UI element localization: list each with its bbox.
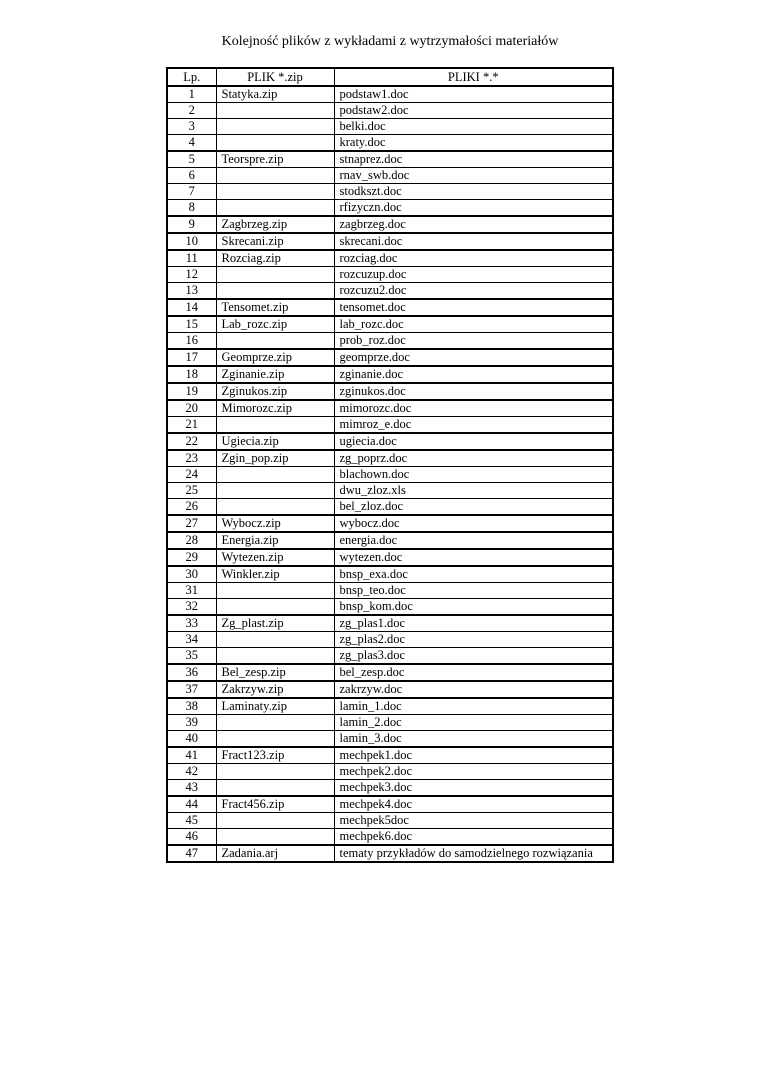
row-number: 32	[167, 599, 216, 616]
table-row	[167, 168, 613, 184]
row-zip-file: Lab_rozc.zip	[216, 316, 334, 333]
row-zip-file	[216, 648, 334, 665]
row-number: 25	[167, 483, 216, 499]
row-number: 34	[167, 632, 216, 648]
table-row	[167, 483, 613, 499]
row-zip-file: Zakrzyw.zip	[216, 681, 334, 698]
row-number: 30	[167, 566, 216, 583]
row-number: 10	[167, 233, 216, 250]
table-row	[167, 632, 613, 648]
row-file: belki.doc	[334, 119, 613, 135]
row-zip-file: Zginanie.zip	[216, 366, 334, 383]
row-zip-file: Statyka.zip	[216, 86, 334, 103]
row-zip-file	[216, 283, 334, 300]
row-file: rnav_swb.doc	[334, 168, 613, 184]
table-row	[167, 233, 613, 250]
row-zip-file: Geomprze.zip	[216, 349, 334, 366]
table-row	[167, 845, 613, 862]
row-zip-file: Teorspre.zip	[216, 151, 334, 168]
row-number: 33	[167, 615, 216, 632]
row-zip-file	[216, 764, 334, 780]
row-file: podstaw1.doc	[334, 86, 613, 103]
row-file: podstaw2.doc	[334, 103, 613, 119]
row-number: 26	[167, 499, 216, 516]
row-number: 18	[167, 366, 216, 383]
row-file: energia.doc	[334, 532, 613, 549]
row-file: zginanie.doc	[334, 366, 613, 383]
table-row	[167, 467, 613, 483]
table-row	[167, 119, 613, 135]
row-number: 7	[167, 184, 216, 200]
row-number: 3	[167, 119, 216, 135]
table-row	[167, 566, 613, 583]
row-zip-file: Mimorozc.zip	[216, 400, 334, 417]
row-zip-file: Wytezen.zip	[216, 549, 334, 566]
row-number: 39	[167, 715, 216, 731]
row-number: 35	[167, 648, 216, 665]
row-file: bnsp_kom.doc	[334, 599, 613, 616]
row-zip-file	[216, 499, 334, 516]
table-row	[167, 549, 613, 566]
row-number: 38	[167, 698, 216, 715]
row-zip-file: Zginukos.zip	[216, 383, 334, 400]
row-file: lamin_3.doc	[334, 731, 613, 748]
row-file: tensomet.doc	[334, 299, 613, 316]
row-zip-file	[216, 417, 334, 434]
row-zip-file	[216, 780, 334, 797]
table-row	[167, 450, 613, 467]
row-zip-file: Fract123.zip	[216, 747, 334, 764]
row-file: rfizyczn.doc	[334, 200, 613, 217]
row-number: 15	[167, 316, 216, 333]
row-file: tematy przykładów do samodzielnego rozwiązania	[334, 845, 613, 862]
row-zip-file	[216, 813, 334, 829]
table-row	[167, 283, 613, 300]
table-row	[167, 366, 613, 383]
row-zip-file: Zg_plast.zip	[216, 615, 334, 632]
row-file: rozcuzup.doc	[334, 267, 613, 283]
row-file: bnsp_teo.doc	[334, 583, 613, 599]
row-file: mechpek2.doc	[334, 764, 613, 780]
row-zip-file: Zagbrzeg.zip	[216, 216, 334, 233]
row-zip-file: Tensomet.zip	[216, 299, 334, 316]
row-number: 46	[167, 829, 216, 846]
row-number: 40	[167, 731, 216, 748]
row-number: 22	[167, 433, 216, 450]
table-row	[167, 349, 613, 366]
row-number: 8	[167, 200, 216, 217]
table-row	[167, 103, 613, 119]
row-file: blachown.doc	[334, 467, 613, 483]
row-zip-file	[216, 599, 334, 616]
row-number: 27	[167, 515, 216, 532]
table-row	[167, 135, 613, 152]
row-file: zginukos.doc	[334, 383, 613, 400]
row-number: 47	[167, 845, 216, 862]
table-row	[167, 499, 613, 516]
table-row	[167, 250, 613, 267]
table-row	[167, 216, 613, 233]
row-zip-file	[216, 168, 334, 184]
table-row	[167, 599, 613, 616]
row-zip-file: Rozciag.zip	[216, 250, 334, 267]
row-number: 28	[167, 532, 216, 549]
table-row	[167, 383, 613, 400]
row-file: zg_plas2.doc	[334, 632, 613, 648]
row-number: 12	[167, 267, 216, 283]
table-row	[167, 267, 613, 283]
row-number: 20	[167, 400, 216, 417]
row-zip-file: Fract456.zip	[216, 796, 334, 813]
row-number: 31	[167, 583, 216, 599]
row-file: lamin_2.doc	[334, 715, 613, 731]
table-row	[167, 731, 613, 748]
row-file: mechpek4.doc	[334, 796, 613, 813]
row-file: zg_plas1.doc	[334, 615, 613, 632]
row-number: 2	[167, 103, 216, 119]
row-zip-file	[216, 184, 334, 200]
row-file: lab_rozc.doc	[334, 316, 613, 333]
row-file: rozcuzu2.doc	[334, 283, 613, 300]
row-number: 41	[167, 747, 216, 764]
table-row	[167, 86, 613, 103]
row-zip-file	[216, 119, 334, 135]
row-file: mechpek6.doc	[334, 829, 613, 846]
row-file: lamin_1.doc	[334, 698, 613, 715]
row-file: zg_poprz.doc	[334, 450, 613, 467]
table-row	[167, 316, 613, 333]
row-zip-file: Laminaty.zip	[216, 698, 334, 715]
row-number: 17	[167, 349, 216, 366]
row-number: 37	[167, 681, 216, 698]
table-row	[167, 829, 613, 846]
row-number: 11	[167, 250, 216, 267]
row-number: 5	[167, 151, 216, 168]
table-header-row	[167, 68, 613, 86]
row-number: 13	[167, 283, 216, 300]
row-number: 44	[167, 796, 216, 813]
row-zip-file	[216, 103, 334, 119]
table-row	[167, 184, 613, 200]
row-zip-file	[216, 632, 334, 648]
row-zip-file	[216, 829, 334, 846]
row-zip-file: Zadania.arj	[216, 845, 334, 862]
row-number: 43	[167, 780, 216, 797]
table-row	[167, 151, 613, 168]
row-file: wybocz.doc	[334, 515, 613, 532]
row-number: 9	[167, 216, 216, 233]
row-number: 45	[167, 813, 216, 829]
row-zip-file: Skrecani.zip	[216, 233, 334, 250]
row-number: 14	[167, 299, 216, 316]
table-row	[167, 200, 613, 217]
row-file: ugiecia.doc	[334, 433, 613, 450]
row-zip-file	[216, 583, 334, 599]
table-row	[167, 715, 613, 731]
header-files: PLIKI *.*	[334, 68, 613, 86]
table-row	[167, 532, 613, 549]
row-zip-file: Energia.zip	[216, 532, 334, 549]
table-row	[167, 400, 613, 417]
row-zip-file	[216, 715, 334, 731]
table-row	[167, 681, 613, 698]
row-file: stnaprez.doc	[334, 151, 613, 168]
table-row	[167, 796, 613, 813]
row-number: 1	[167, 86, 216, 103]
row-zip-file	[216, 200, 334, 217]
row-file: mechpek3.doc	[334, 780, 613, 797]
row-file: zagbrzeg.doc	[334, 216, 613, 233]
table-row	[167, 648, 613, 665]
row-number: 4	[167, 135, 216, 152]
row-number: 23	[167, 450, 216, 467]
row-file: bnsp_exa.doc	[334, 566, 613, 583]
row-zip-file	[216, 135, 334, 152]
row-file: bel_zloz.doc	[334, 499, 613, 516]
row-file: mechpek1.doc	[334, 747, 613, 764]
row-file: zg_plas3.doc	[334, 648, 613, 665]
table-row	[167, 333, 613, 350]
row-zip-file	[216, 267, 334, 283]
row-file: zakrzyw.doc	[334, 681, 613, 698]
table-row	[167, 764, 613, 780]
row-file: wytezen.doc	[334, 549, 613, 566]
row-zip-file: Winkler.zip	[216, 566, 334, 583]
row-file: stodkszt.doc	[334, 184, 613, 200]
row-file: mimroz_e.doc	[334, 417, 613, 434]
row-number: 21	[167, 417, 216, 434]
table-row	[167, 813, 613, 829]
table-row	[167, 299, 613, 316]
row-file: mimorozc.doc	[334, 400, 613, 417]
row-zip-file	[216, 333, 334, 350]
row-file: rozciag.doc	[334, 250, 613, 267]
row-file: kraty.doc	[334, 135, 613, 152]
row-zip-file: Bel_zesp.zip	[216, 664, 334, 681]
row-file: mechpek5doc	[334, 813, 613, 829]
row-zip-file: Zgin_pop.zip	[216, 450, 334, 467]
row-file: skrecani.doc	[334, 233, 613, 250]
table-row	[167, 747, 613, 764]
table-row	[167, 780, 613, 797]
row-zip-file	[216, 731, 334, 748]
row-zip-file: Ugiecia.zip	[216, 433, 334, 450]
row-file: prob_roz.doc	[334, 333, 613, 350]
row-number: 36	[167, 664, 216, 681]
table-row	[167, 515, 613, 532]
row-number: 19	[167, 383, 216, 400]
row-zip-file	[216, 467, 334, 483]
row-zip-file	[216, 483, 334, 499]
row-number: 29	[167, 549, 216, 566]
table-row	[167, 698, 613, 715]
row-file: geomprze.doc	[334, 349, 613, 366]
document-title: Kolejność plików z wykładami z wytrzymałości materiałów	[221, 34, 559, 49]
files-table	[166, 67, 614, 863]
header-lp: Lp.	[167, 68, 216, 86]
row-file: bel_zesp.doc	[334, 664, 613, 681]
row-number: 6	[167, 168, 216, 184]
table-row	[167, 615, 613, 632]
table-row	[167, 433, 613, 450]
row-number: 24	[167, 467, 216, 483]
row-number: 42	[167, 764, 216, 780]
row-number: 16	[167, 333, 216, 350]
table-row	[167, 417, 613, 434]
row-file: dwu_zloz.xls	[334, 483, 613, 499]
row-zip-file: Wybocz.zip	[216, 515, 334, 532]
header-zip: PLIK *.zip	[216, 68, 334, 86]
table-row	[167, 583, 613, 599]
table-row	[167, 664, 613, 681]
